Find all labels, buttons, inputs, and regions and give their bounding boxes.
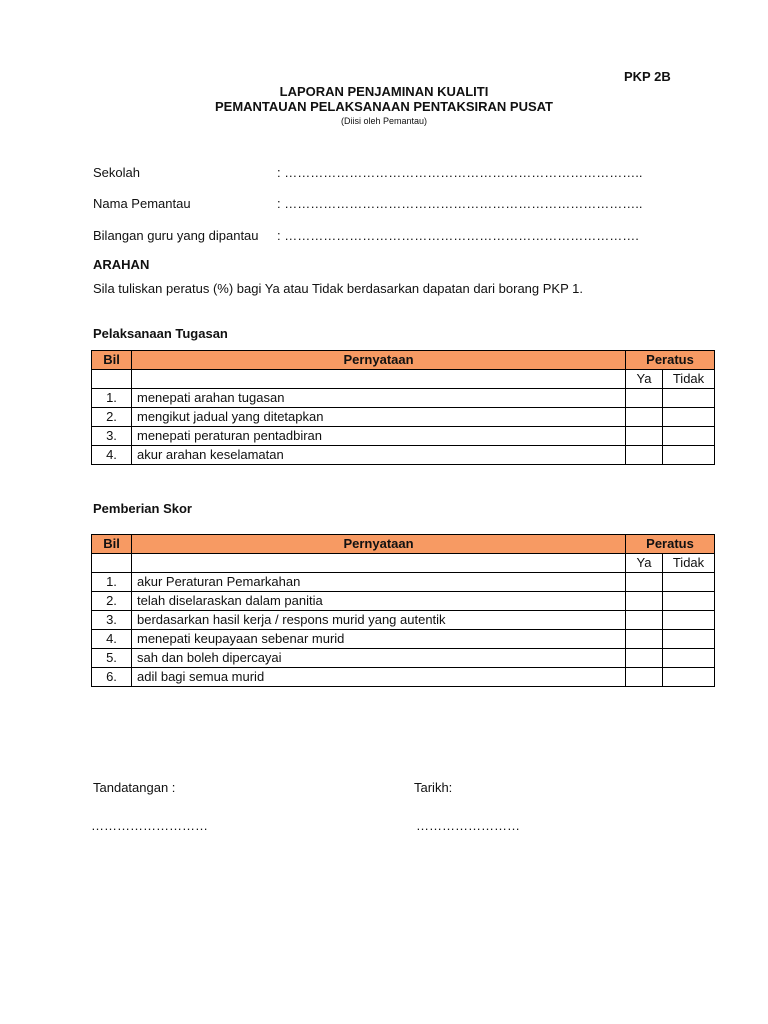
fill-instruction-note: (Diisi oleh Pemantau) <box>340 116 428 126</box>
tidak-cell[interactable] <box>663 389 715 408</box>
row-number: 1. <box>92 573 132 592</box>
row-statement: akur Peraturan Pemarkahan <box>132 573 626 592</box>
header-ya: Ya <box>626 370 663 389</box>
header-empty <box>132 554 626 573</box>
ya-cell[interactable] <box>626 668 663 687</box>
arahan-heading: ARAHAN <box>93 257 150 272</box>
arahan-text: Sila tuliskan peratus (%) bagi Ya atau Tidak berdasarkan dapatan dari borang PKP 1. <box>93 281 583 296</box>
pemantau-field[interactable]: : ……………………………………………………………………….. <box>277 196 643 211</box>
row-number: 3. <box>92 611 132 630</box>
table-row <box>92 389 715 408</box>
header-pernyataan: Pernyataan <box>132 351 626 370</box>
signature-line[interactable]: ……………………… <box>91 818 208 833</box>
ya-cell[interactable] <box>626 427 663 446</box>
header-bil: Bil <box>92 351 132 370</box>
table-row <box>92 668 715 687</box>
ya-cell[interactable] <box>626 446 663 465</box>
table-row <box>92 446 715 465</box>
table-row <box>92 573 715 592</box>
sekolah-field[interactable]: : ……………………………………………………………………….. <box>277 165 643 180</box>
header-bil: Bil <box>92 535 132 554</box>
table-row <box>92 408 715 427</box>
table-row <box>92 630 715 649</box>
row-statement: akur arahan keselamatan <box>132 446 626 465</box>
header-pernyataan: Pernyataan <box>132 535 626 554</box>
row-statement: mengikut jadual yang ditetapkan <box>132 408 626 427</box>
tidak-cell[interactable] <box>663 592 715 611</box>
row-number: 4. <box>92 446 132 465</box>
tidak-cell[interactable] <box>663 649 715 668</box>
pelaksanaan-table <box>91 350 715 465</box>
row-number: 1. <box>92 389 132 408</box>
header-peratus: Peratus <box>626 351 715 370</box>
row-number: 6. <box>92 668 132 687</box>
ya-cell[interactable] <box>626 408 663 427</box>
header-tidak: Tidak <box>663 554 715 573</box>
row-number: 5. <box>92 649 132 668</box>
ya-cell[interactable] <box>626 592 663 611</box>
bilangan-field[interactable]: : ………………………………………………………………………. <box>277 228 639 243</box>
tidak-cell[interactable] <box>663 446 715 465</box>
sekolah-label: Sekolah <box>93 165 140 180</box>
ya-cell[interactable] <box>626 649 663 668</box>
table-row <box>92 649 715 668</box>
header-empty <box>132 370 626 389</box>
row-number: 4. <box>92 630 132 649</box>
tidak-cell[interactable] <box>663 611 715 630</box>
tandatangan-label: Tandatangan : <box>93 780 176 795</box>
bilangan-label: Bilangan guru yang dipantau <box>93 228 259 243</box>
pemantau-label: Nama Pemantau <box>93 196 191 211</box>
tidak-cell[interactable] <box>663 573 715 592</box>
header-peratus: Peratus <box>626 535 715 554</box>
row-statement: telah diselaraskan dalam panitia <box>132 592 626 611</box>
report-title: LAPORAN PENJAMINAN KUALITI <box>279 84 489 99</box>
table-row <box>92 427 715 446</box>
tidak-cell[interactable] <box>663 408 715 427</box>
row-statement: adil bagi semua murid <box>132 668 626 687</box>
header-tidak: Tidak <box>663 370 715 389</box>
tidak-cell[interactable] <box>663 427 715 446</box>
header-ya: Ya <box>626 554 663 573</box>
table-row <box>92 611 715 630</box>
ya-cell[interactable] <box>626 611 663 630</box>
row-number: 2. <box>92 592 132 611</box>
row-statement: berdasarkan hasil kerja / respons murid yang autentik <box>132 611 626 630</box>
header-empty <box>92 370 132 389</box>
row-statement: menepati peraturan pentadbiran <box>132 427 626 446</box>
row-statement: sah dan boleh dipercayai <box>132 649 626 668</box>
ya-cell[interactable] <box>626 573 663 592</box>
table-row <box>92 592 715 611</box>
tarikh-label: Tarikh: <box>414 780 453 795</box>
ya-cell[interactable] <box>626 630 663 649</box>
section-heading-pemberian-skor: Pemberian Skor <box>93 501 192 516</box>
report-subtitle-title: PEMANTAUAN PELAKSANAAN PENTAKSIRAN PUSAT <box>214 99 553 114</box>
form-code: PKP 2B <box>624 69 671 84</box>
ya-cell[interactable] <box>626 389 663 408</box>
tidak-cell[interactable] <box>663 668 715 687</box>
row-statement: menepati keupayaan sebenar murid <box>132 630 626 649</box>
row-number: 3. <box>92 427 132 446</box>
tidak-cell[interactable] <box>663 630 715 649</box>
section-heading-pelaksanaan: Pelaksanaan Tugasan <box>93 326 228 341</box>
header-empty <box>92 554 132 573</box>
row-number: 2. <box>92 408 132 427</box>
date-line[interactable]: …………………… <box>416 818 520 833</box>
row-statement: menepati arahan tugasan <box>132 389 626 408</box>
pemberian-skor-table <box>91 534 715 687</box>
